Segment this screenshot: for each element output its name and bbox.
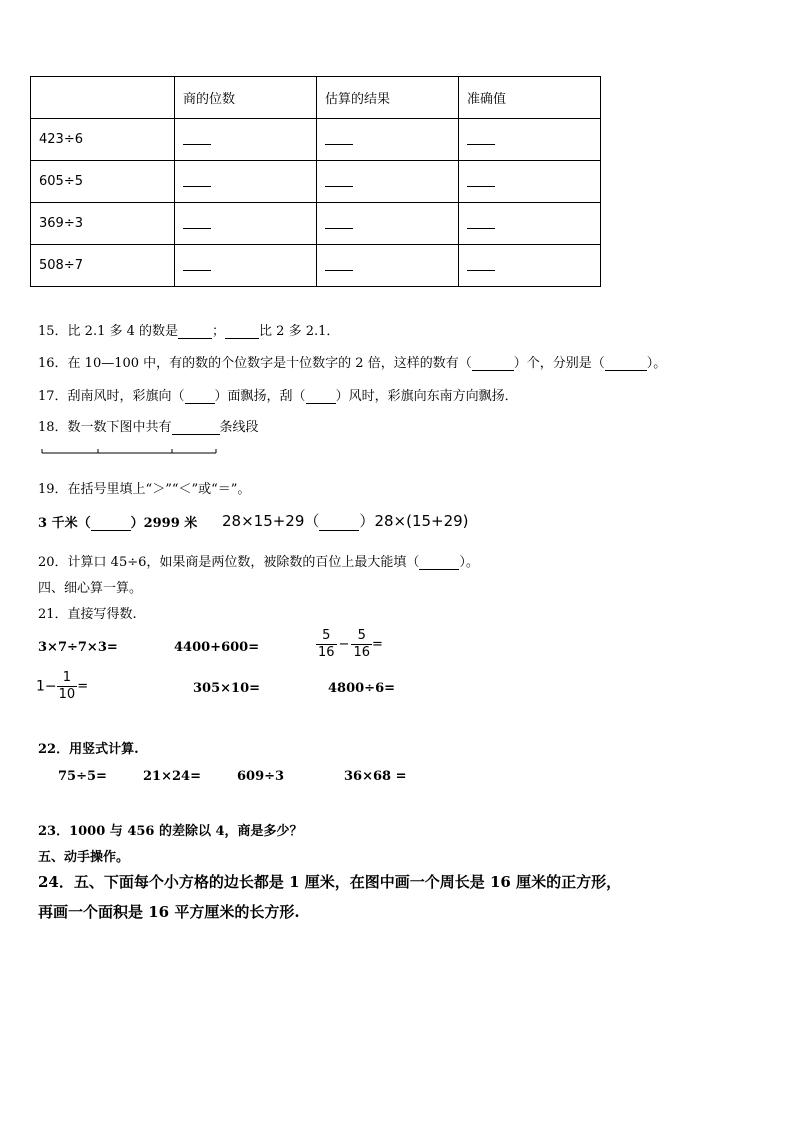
question-text: 16．在 10—100 中，有的数的个位数字是十位数字的 2 倍，这样的数有（	[38, 356, 472, 371]
math-expression: 28×(15+29)	[374, 512, 469, 530]
answer-blank[interactable]	[459, 119, 601, 161]
fraction	[316, 628, 337, 661]
section-4-heading: 四、细心算一算。	[38, 581, 143, 596]
section-5-heading: 五、动手操作。	[38, 850, 130, 865]
question-text: 15．比 2.1 多 4 的数是	[38, 324, 179, 339]
question-24-line-2: 再画一个面积是 16 平方厘米的长方形.	[38, 903, 300, 921]
question-text: 20．计算口 45÷6，如果商是两位数，被除数的百位上最大能填（	[38, 555, 420, 570]
question-20	[38, 551, 479, 570]
calc-item: 4800÷6=	[328, 681, 396, 696]
denominator: 16	[353, 645, 370, 660]
calc-item: 3×7÷7×3=	[38, 640, 118, 655]
question-19-compare-right	[222, 510, 469, 531]
table-cell-expr: 508÷7	[31, 245, 175, 287]
line-segment-figure	[40, 445, 220, 457]
answer-blank[interactable]	[317, 161, 459, 203]
numerator: 5	[351, 628, 372, 645]
table-header-cell	[31, 77, 175, 119]
question-text: ；	[212, 324, 226, 339]
answer-blank[interactable]	[459, 203, 601, 245]
calc-item: 305×10=	[193, 681, 261, 696]
table-cell-expr: 369÷3	[31, 203, 175, 245]
answer-blank[interactable]	[459, 245, 601, 287]
estimation-table	[30, 76, 601, 287]
calc-item: 4400+600=	[174, 640, 260, 655]
answer-blank[interactable]	[459, 161, 601, 203]
question-text: 条线段	[219, 420, 259, 435]
answer-blank[interactable]	[175, 203, 317, 245]
answer-blank[interactable]	[175, 161, 317, 203]
answer-blank[interactable]	[419, 557, 459, 570]
answer-blank[interactable]	[225, 326, 259, 339]
question-text: ）。	[459, 555, 479, 570]
answer-blank[interactable]	[605, 358, 647, 371]
answer-blank[interactable]	[91, 518, 131, 531]
question-text: ）2999 米	[130, 516, 198, 531]
question-text: ）个，分别是（	[513, 356, 605, 371]
calc-item: 21×24=	[143, 769, 201, 784]
question-text: ）	[359, 512, 375, 530]
answer-blank[interactable]	[175, 119, 317, 161]
table-header-cell: 商的位数	[175, 77, 317, 119]
question-text: 3 千米（	[38, 516, 91, 531]
table-row	[31, 161, 601, 203]
table-cell-expr: 605÷5	[31, 161, 175, 203]
answer-blank[interactable]	[172, 422, 220, 435]
fraction	[351, 628, 372, 661]
math-operator: −	[338, 637, 350, 652]
math-expression: 1−	[36, 678, 57, 695]
question-18	[38, 416, 259, 435]
numerator: 1	[57, 670, 78, 687]
table-row	[31, 245, 601, 287]
calc-item: 75÷5=	[58, 769, 107, 784]
question-22-title: 22．用竖式计算.	[38, 742, 139, 757]
answer-blank[interactable]	[472, 358, 514, 371]
numerator: 5	[316, 628, 337, 645]
answer-blank[interactable]	[317, 119, 459, 161]
question-text: 18．数一数下图中共有	[38, 420, 172, 435]
table-header-cell: 准确值	[459, 77, 601, 119]
calc-item-fraction	[36, 670, 88, 703]
table-row	[31, 203, 601, 245]
answer-blank[interactable]	[317, 203, 459, 245]
question-19-title: 19．在括号里填上“＞”“＜”或“＝”。	[38, 482, 251, 497]
question-15	[38, 320, 339, 339]
question-17	[38, 385, 518, 404]
math-operator: =	[372, 637, 383, 652]
fraction	[57, 670, 78, 703]
math-operator: =	[77, 679, 89, 694]
answer-blank[interactable]	[319, 518, 359, 531]
denominator: 16	[318, 645, 335, 660]
answer-blank[interactable]	[317, 245, 459, 287]
question-text: ）。	[646, 356, 667, 371]
table-header-cell: 估算的结果	[317, 77, 459, 119]
answer-blank[interactable]	[306, 391, 336, 404]
answer-blank[interactable]	[178, 326, 212, 339]
answer-blank[interactable]	[175, 245, 317, 287]
question-24-line-1: 24．五、下面每个小方格的边长都是 1 厘米，在图中画一个周长是 16 厘米的正方形，	[38, 873, 622, 891]
math-expression: 28×15+29	[222, 512, 305, 530]
answer-blank[interactable]	[185, 391, 215, 404]
question-text: 17．刮南风时，彩旗向（	[38, 389, 185, 404]
question-23: 23．1000 与 456 的差除以 4，商是多少？	[38, 824, 303, 839]
calc-item: 36×68 =	[344, 769, 407, 784]
question-text: ）风时，彩旗向东南方向飘扬．	[335, 389, 518, 404]
table-cell-expr: 423÷6	[31, 119, 175, 161]
question-16	[38, 352, 666, 371]
question-text: （	[304, 512, 320, 530]
calc-item-fraction-subtraction	[316, 628, 383, 661]
table-row	[31, 119, 601, 161]
table-header-row	[31, 77, 601, 119]
question-21-title: 21．直接写得数.	[38, 607, 137, 622]
denominator: 10	[58, 687, 76, 702]
question-text: 比 2 多 2.1．	[259, 324, 340, 339]
question-text: ）面飘扬，刮（	[214, 389, 306, 404]
question-19-compare-left	[38, 512, 197, 531]
calc-item: 609÷3	[237, 769, 285, 784]
